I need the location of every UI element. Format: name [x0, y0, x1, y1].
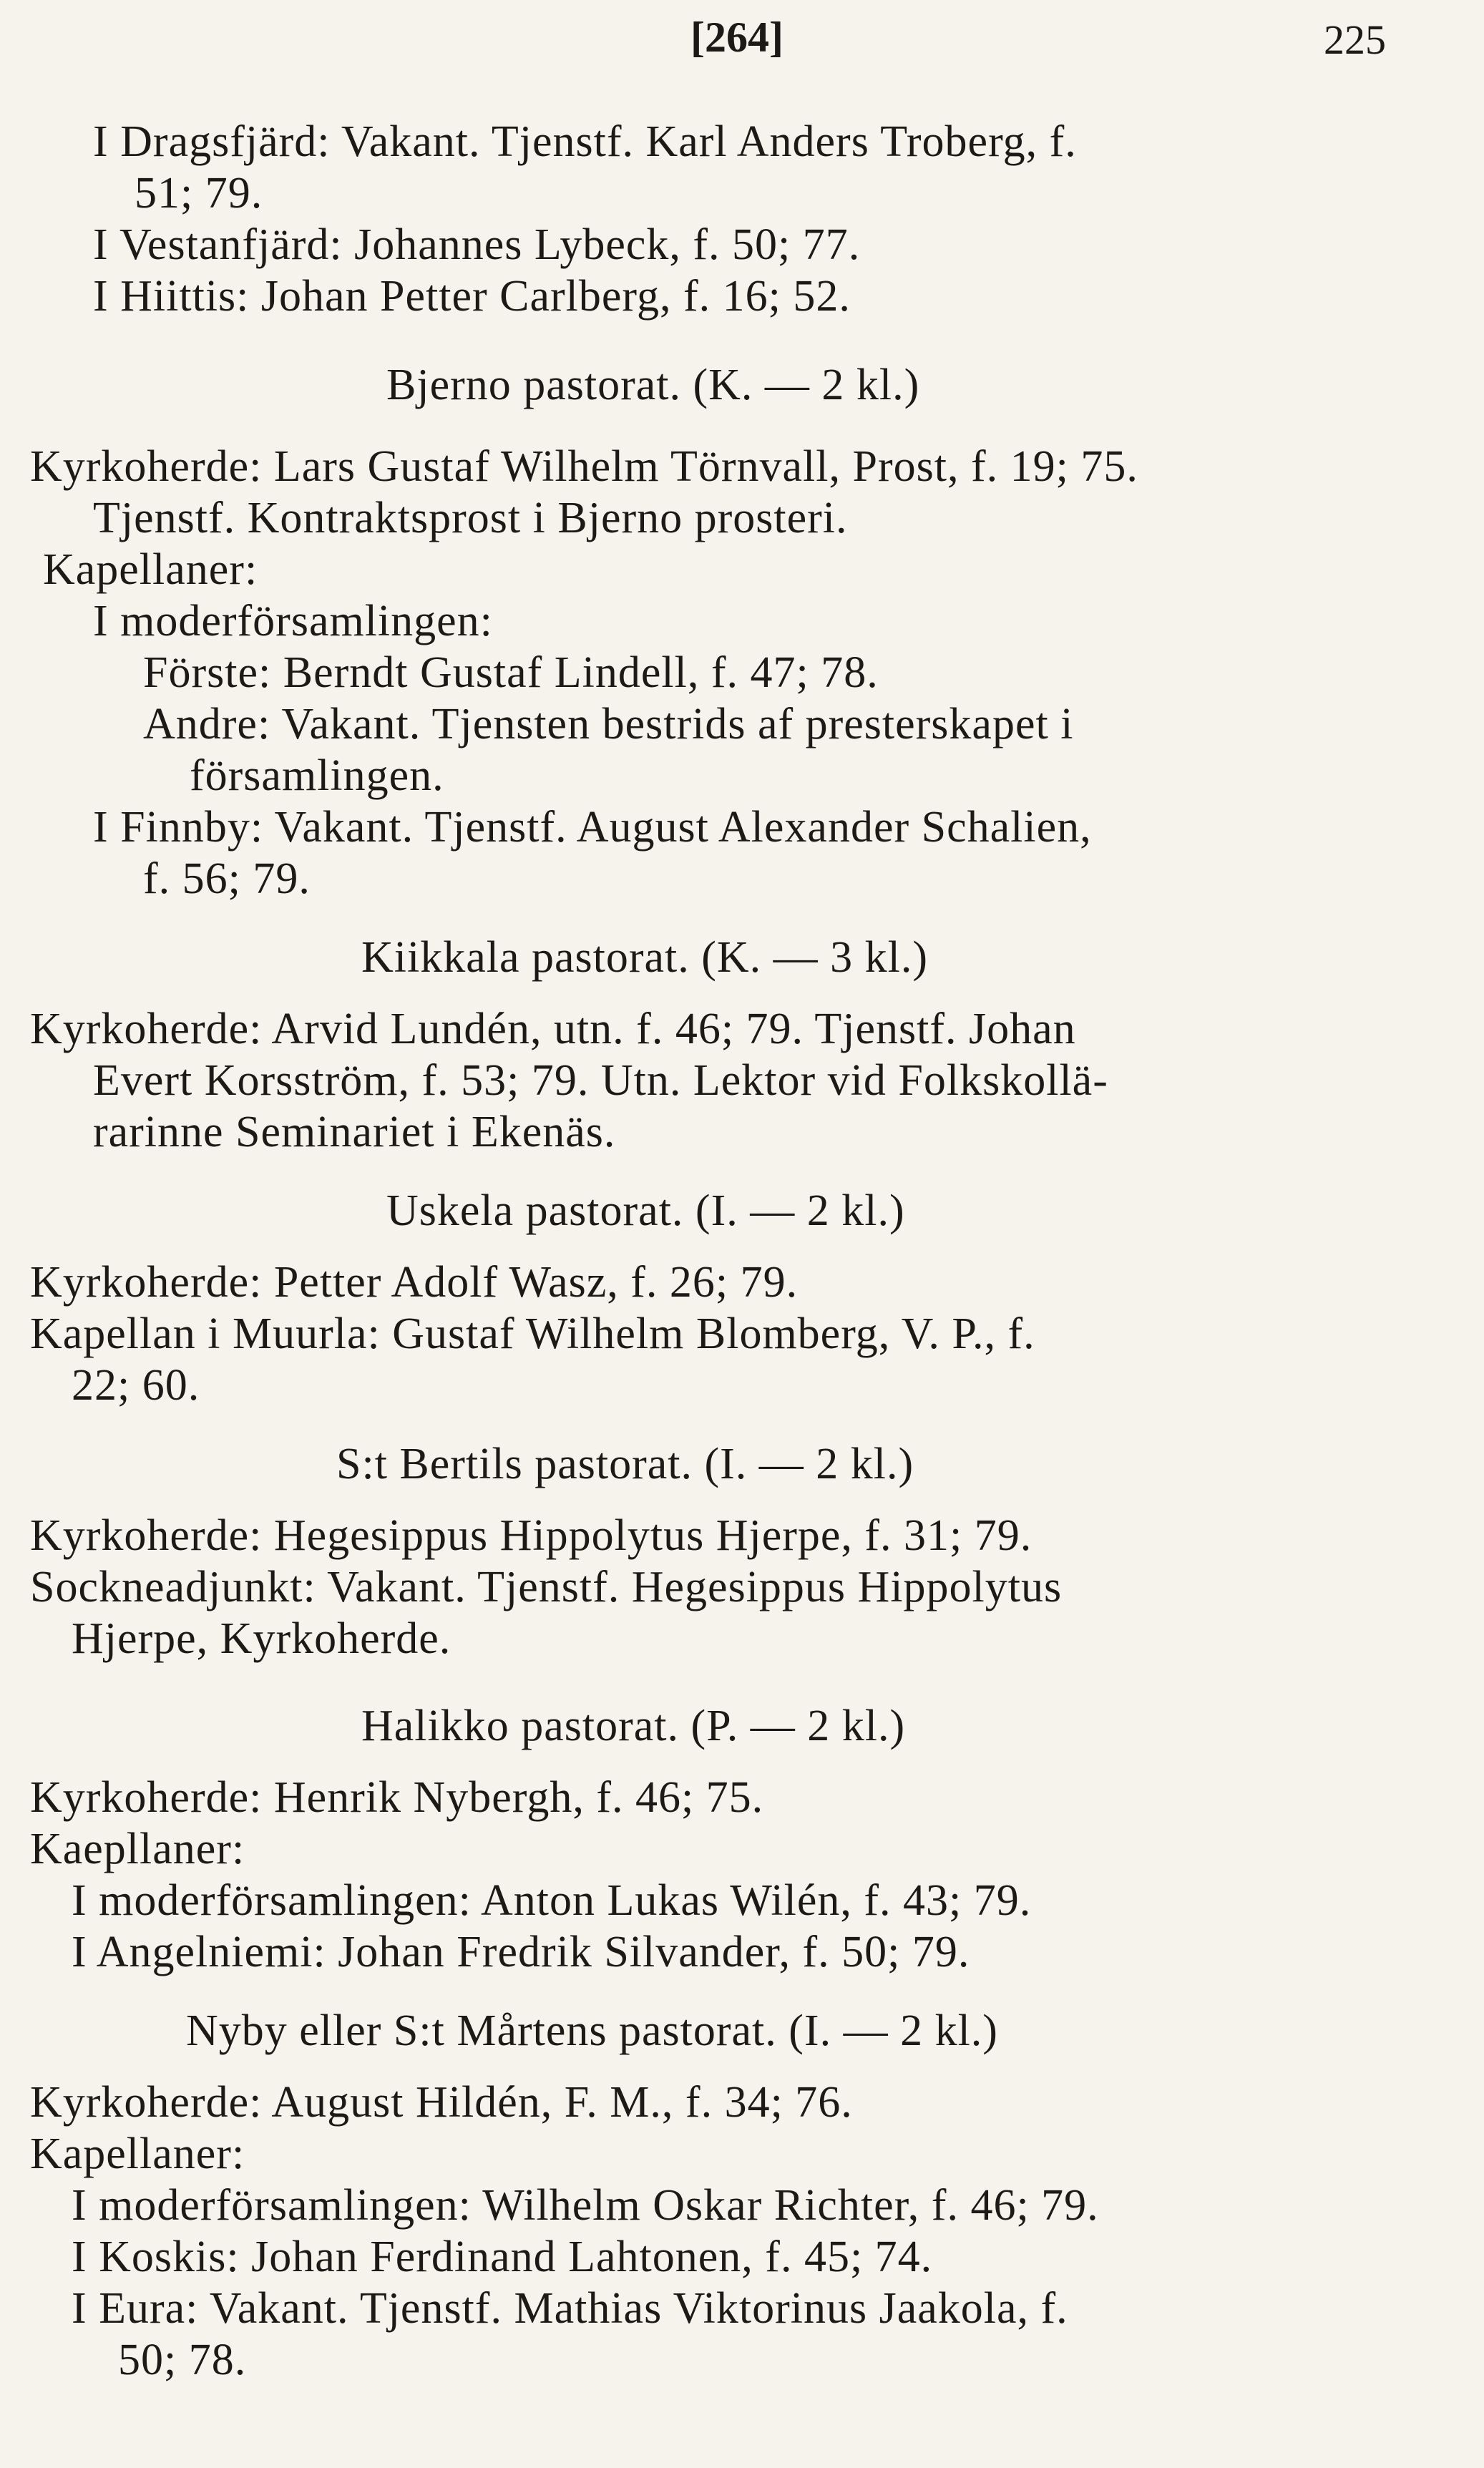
text-line: församlingen.	[190, 751, 444, 800]
text-line: Tjenstf. Kontraktsprost i Bjerno prosteri.	[93, 494, 848, 542]
page-number: 225	[1324, 16, 1386, 63]
text-line: I Vestanfjärd: Johannes Lybeck, f. 50; 77.	[93, 220, 861, 269]
text-line: Hjerpe, Kyrkoherde.	[72, 1614, 451, 1663]
bracket-page-mark: [264]	[690, 14, 784, 61]
text-line: I Koskis: Johan Ferdinand Lahtonen, f. 45; 74.	[72, 2233, 933, 2281]
text-line: rarinne Seminariet i Ekenäs.	[93, 1108, 616, 1156]
text-line: Sockneadjunkt: Vakant. Tjenstf. Hegesippus Hippolytus	[30, 1563, 1063, 1611]
text-line: Förste: Berndt Gustaf Lindell, f. 47; 78.	[143, 648, 879, 697]
text-line: I moderförsamlingen: Wilhelm Oskar Richter, f. 46; 79.	[72, 2181, 1099, 2230]
section-heading: S:t Bertils pastorat. (I. — 2 kl.)	[336, 1440, 914, 1488]
text-line: Evert Korsström, f. 53; 79. Utn. Lektor vid Folkskollä-	[93, 1056, 1108, 1105]
text-line: Andre: Vakant. Tjensten bestrids af presterskapet i	[143, 700, 1074, 748]
text-line: Kyrkoherde: August Hildén, F. M., f. 34; 76.	[30, 2078, 853, 2127]
text-line: I Finnby: Vakant. Tjenstf. August Alexander Schalien,	[93, 803, 1092, 852]
text-line: 50; 78.	[118, 2336, 247, 2384]
text-line: Kyrkoherde: Petter Adolf Wasz, f. 26; 79.	[30, 1258, 799, 1307]
section-heading: Uskela pastorat. (I. — 2 kl.)	[386, 1186, 905, 1235]
text-line: I Dragsfjärd: Vakant. Tjenstf. Karl Anders Troberg, f.	[93, 117, 1077, 166]
text-line: Kyrkoherde: Henrik Nybergh, f. 46; 75.	[30, 1773, 764, 1822]
text-line: I Angelniemi: Johan Fredrik Silvander, f. 50; 79.	[72, 1928, 970, 1976]
section-heading: Halikko pastorat. (P. — 2 kl.)	[361, 1702, 906, 1750]
text-line: Kyrkoherde: Lars Gustaf Wilhelm Törnvall, Prost, f. 19; 75.	[30, 442, 1138, 491]
text-line: 51; 79.	[135, 169, 263, 218]
text-line: Kapellan i Muurla: Gustaf Wilhelm Blomberg, V. P., f.	[30, 1309, 1035, 1358]
text-line: I moderförsamlingen: Anton Lukas Wilén, f. 43; 79.	[72, 1876, 1032, 1925]
text-line: I moderförsamlingen:	[93, 597, 493, 645]
text-line: f. 56; 79.	[143, 854, 311, 903]
text-line: 22; 60.	[72, 1361, 200, 1410]
text-line: Kaepllaner:	[30, 1825, 245, 1873]
text-line: I Hiittis: Johan Petter Carlberg, f. 16; 52.	[93, 272, 851, 321]
text-line: Kyrkoherde: Hegesippus Hippolytus Hjerpe, f. 31; 79.	[30, 1511, 1033, 1560]
page-header	[0, 13, 1484, 70]
text-line: I Eura: Vakant. Tjenstf. Mathias Viktorinus Jaakola, f.	[72, 2284, 1068, 2333]
text-line: Kapellaner:	[43, 545, 258, 594]
section-heading: Kiikkala pastorat. (K. — 3 kl.)	[361, 933, 929, 982]
text-line: Kyrkoherde: Arvid Lundén, utn. f. 46; 79. Tjenstf. Johan	[30, 1005, 1076, 1053]
text-line: Kapellaner:	[30, 2130, 245, 2178]
section-heading: Bjerno pastorat. (K. — 2 kl.)	[386, 361, 920, 409]
section-heading: Nyby eller S:t Mårtens pastorat. (I. — 2 kl.)	[186, 2006, 998, 2055]
